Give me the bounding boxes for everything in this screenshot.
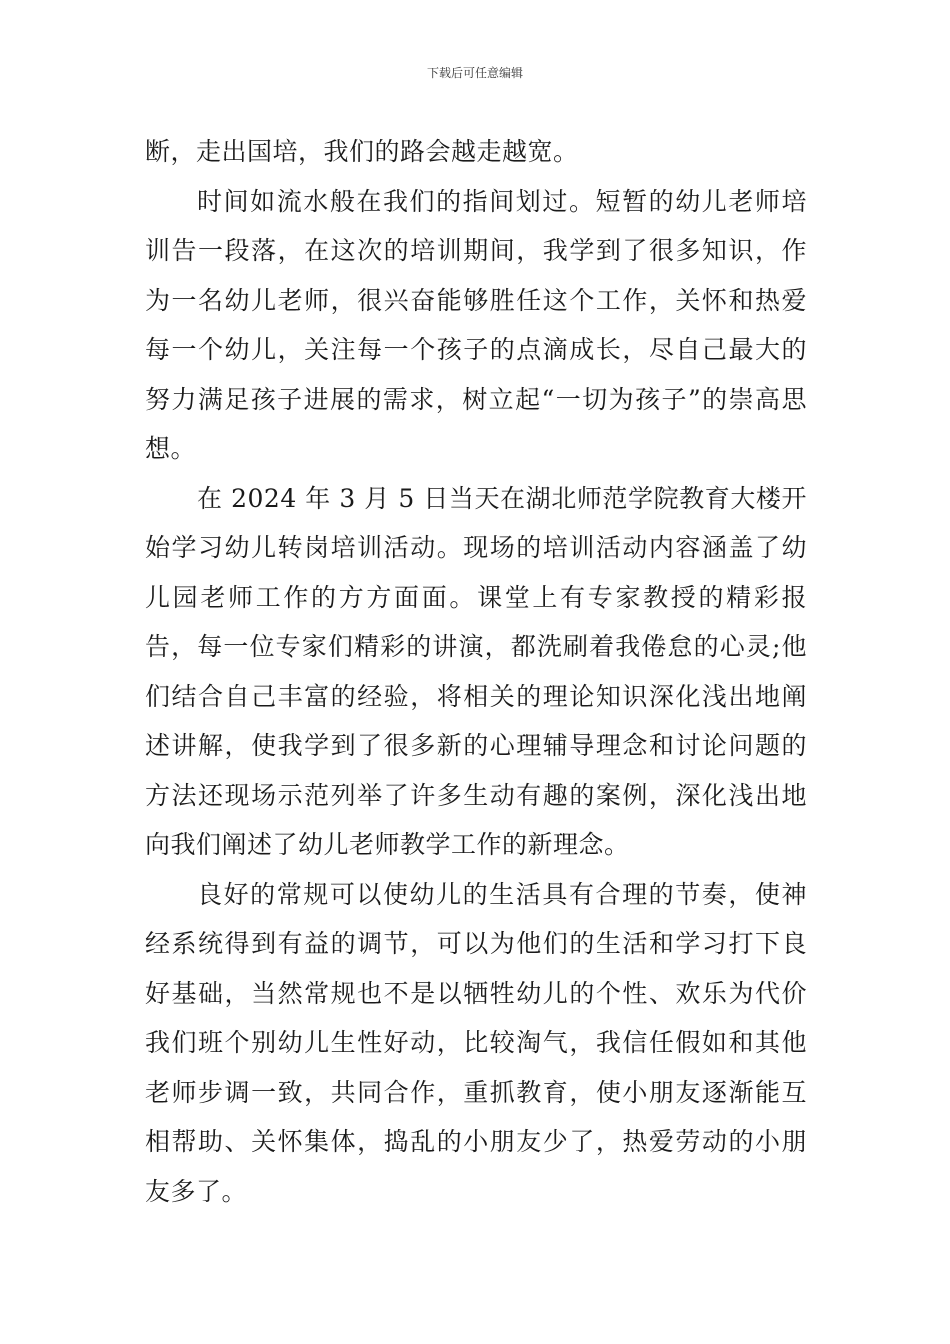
paragraph-training-summary: 时间如流水般在我们的指间划过。短暂的幼儿老师培训告一段落，在这次的培训期间，我学到了很多知识，作为一名幼儿老师，很兴奋能够胜任这个工作，关怀和热爱每一个幼儿，关注每一个孩子的点滴成长，尽自己最大的努力满足孩子进展的需求，树立起“一切为孩子”的崇高思想。 — [145, 186, 807, 463]
paragraph-continuation: 断，走出国培，我们的路会越走越宽。 — [145, 137, 579, 166]
document-body — [145, 127, 807, 1216]
paragraph-training-activity: 在 2024 年 3 月 5 日当天在湖北师范学院教育大楼开始学习幼儿转岗培训活动。现场的培训活动内容涵盖了幼儿园老师工作的方方面面。课堂上有专家教授的精彩报告，每一位专家们精彩的讲演，都洗刷着我倦怠的心灵;他们结合自己丰富的经验，将相关的理论知识深化浅出地阐述讲解，使我学到了很多新的心理辅导理念和讨论问题的方法还现场示范列举了许多生动有趣的案例，深化浅出地向我们阐述了幼儿老师教学工作的新理念。 — [145, 483, 807, 859]
paragraph-routine: 良好的常规可以使幼儿的生活具有合理的节奏，使神经系统得到有益的调节，可以为他们的生活和学习打下良好基础，当然常规也不是以牺牲幼儿的个性、欢乐为代价我们班个别幼儿生性好动，比较淘气，我信任假如和其他老师步调一致，共同合作，重抓教育，使小朋友逐渐能互相帮助、关怀集体，捣乱的小朋友少了，热爱劳动的小朋友多了。 — [145, 879, 807, 1206]
page-header-note: 下载后可任意编辑 — [426, 66, 523, 80]
